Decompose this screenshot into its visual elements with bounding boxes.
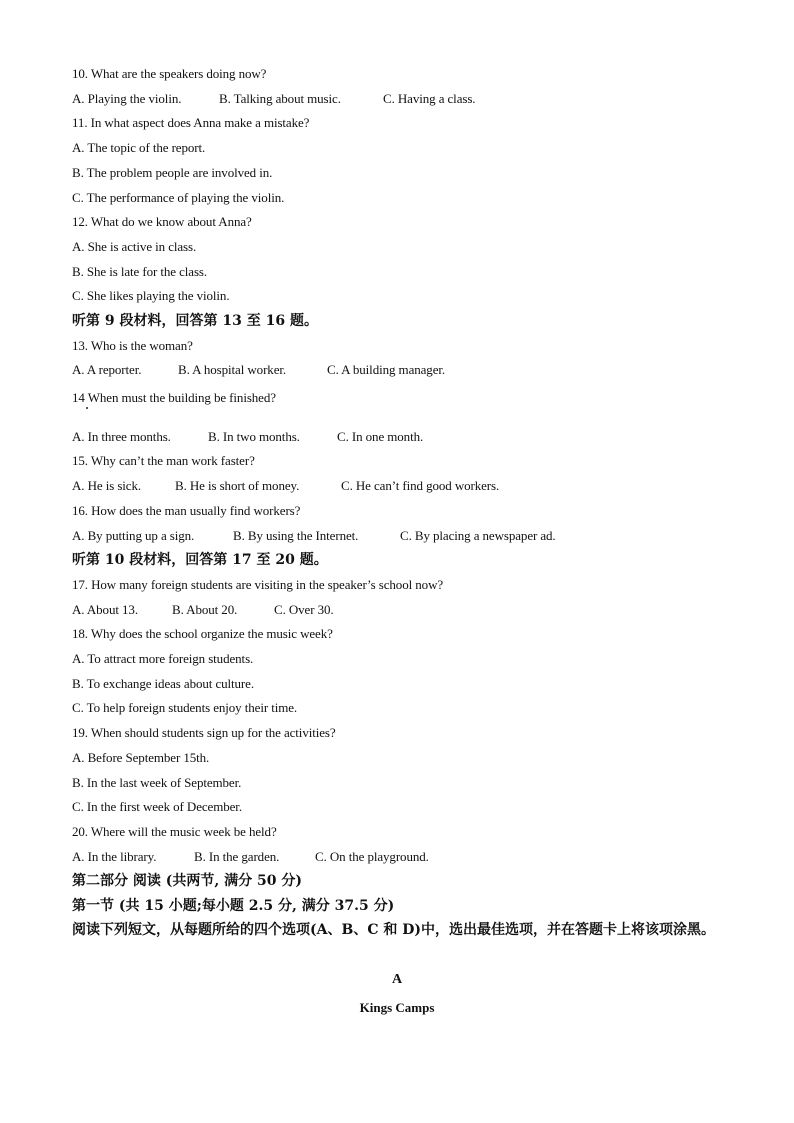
part-2-heading: 第二部分 阅读 (共两节, 满分 50 分) xyxy=(72,873,302,889)
question-15-options xyxy=(72,478,499,494)
reading-instruction: 阅读下列短文，从每题所给的四个选项(A、B、C 和 D)中，选出最佳选项，并在答题卡上将该项涂黑。 xyxy=(72,922,715,938)
section-9-heading: 听第 9 段材料，回答第 13 至 16 题。 xyxy=(72,313,318,329)
question-15: 15. Why can’t the man work faster? xyxy=(72,453,255,468)
question-13-options xyxy=(72,362,445,378)
question-11-option-c: C. The performance of playing the violin. xyxy=(72,190,285,205)
question-17-options xyxy=(72,602,334,618)
option-b: B. In the garden. xyxy=(194,849,280,864)
question-12-option-c: C. She likes playing the violin. xyxy=(72,288,230,303)
question-20-options xyxy=(72,849,429,865)
option-a: A. In three months. xyxy=(72,429,171,444)
question-18-option-a: A. To attract more foreign students. xyxy=(72,651,254,666)
question-19-option-a: A. Before September 15th. xyxy=(72,750,210,765)
option-b: B. A hospital worker. xyxy=(178,362,287,377)
question-11-option-b: B. The problem people are involved in. xyxy=(72,165,273,180)
option-a: A. By putting up a sign. xyxy=(72,528,195,543)
section-10-heading: 听第 10 段材料，回答第 17 至 20 题。 xyxy=(72,552,328,568)
option-c: C. He can’t find good workers. xyxy=(341,478,500,493)
question-10: 10. What are the speakers doing now? xyxy=(72,66,267,81)
passage-letter: A xyxy=(391,972,403,987)
question-12-option-a: A. She is active in class. xyxy=(72,239,197,254)
question-12: 12. What do we know about Anna? xyxy=(72,214,252,229)
question-11: 11. In what aspect does Anna make a mistake? xyxy=(72,115,310,130)
question-19-option-c: C. In the first week of December. xyxy=(72,799,242,814)
option-c: C. Over 30. xyxy=(274,602,334,617)
option-a: A. About 13. xyxy=(72,602,138,617)
question-13: 13. Who is the woman? xyxy=(72,338,193,353)
question-18-option-b: B. To exchange ideas about culture. xyxy=(72,676,254,691)
option-b: B. He is short of money. xyxy=(175,478,300,493)
option-a: A. A reporter. xyxy=(72,362,142,377)
option-b: B. Talking about music. xyxy=(219,91,341,106)
option-b: B. By using the Internet. xyxy=(233,528,359,543)
question-18-option-c: C. To help foreign students enjoy their time. xyxy=(72,700,298,715)
stray-dot xyxy=(86,407,88,409)
option-c: C. By placing a newspaper ad. xyxy=(400,528,556,543)
question-19: 19. When should students sign up for the activities? xyxy=(72,725,336,740)
question-20: 20. Where will the music week be held? xyxy=(72,824,277,839)
question-16-options xyxy=(72,528,556,544)
question-12-option-b: B. She is late for the class. xyxy=(72,264,208,279)
option-c: C. On the playground. xyxy=(315,849,429,864)
passage-title: Kings Camps xyxy=(359,1000,435,1015)
option-c: C. A building manager. xyxy=(327,362,446,377)
question-14-options xyxy=(72,429,423,445)
option-b: B. About 20. xyxy=(172,602,238,617)
question-10-options xyxy=(72,91,475,107)
option-b: B. In two months. xyxy=(208,429,300,444)
option-a: A. He is sick. xyxy=(72,478,142,493)
question-11-option-a: A. The topic of the report. xyxy=(72,140,206,155)
option-c: C. In one month. xyxy=(337,429,424,444)
question-18: 18. Why does the school organize the music week? xyxy=(72,626,333,641)
question-19-option-b: B. In the last week of September. xyxy=(72,775,242,790)
question-17: 17. How many foreign students are visiting in the speaker’s school now? xyxy=(72,577,444,592)
option-a: A. Playing the violin. xyxy=(72,91,182,106)
option-c: C. Having a class. xyxy=(383,91,476,106)
section-1-heading: 第一节 (共 15 小题;每小题 2.5 分, 满分 37.5 分) xyxy=(72,898,395,914)
question-14: 14 When must the building be finished? xyxy=(72,390,276,405)
question-16: 16. How does the man usually find workers? xyxy=(72,503,301,518)
option-a: A. In the library. xyxy=(72,849,157,864)
